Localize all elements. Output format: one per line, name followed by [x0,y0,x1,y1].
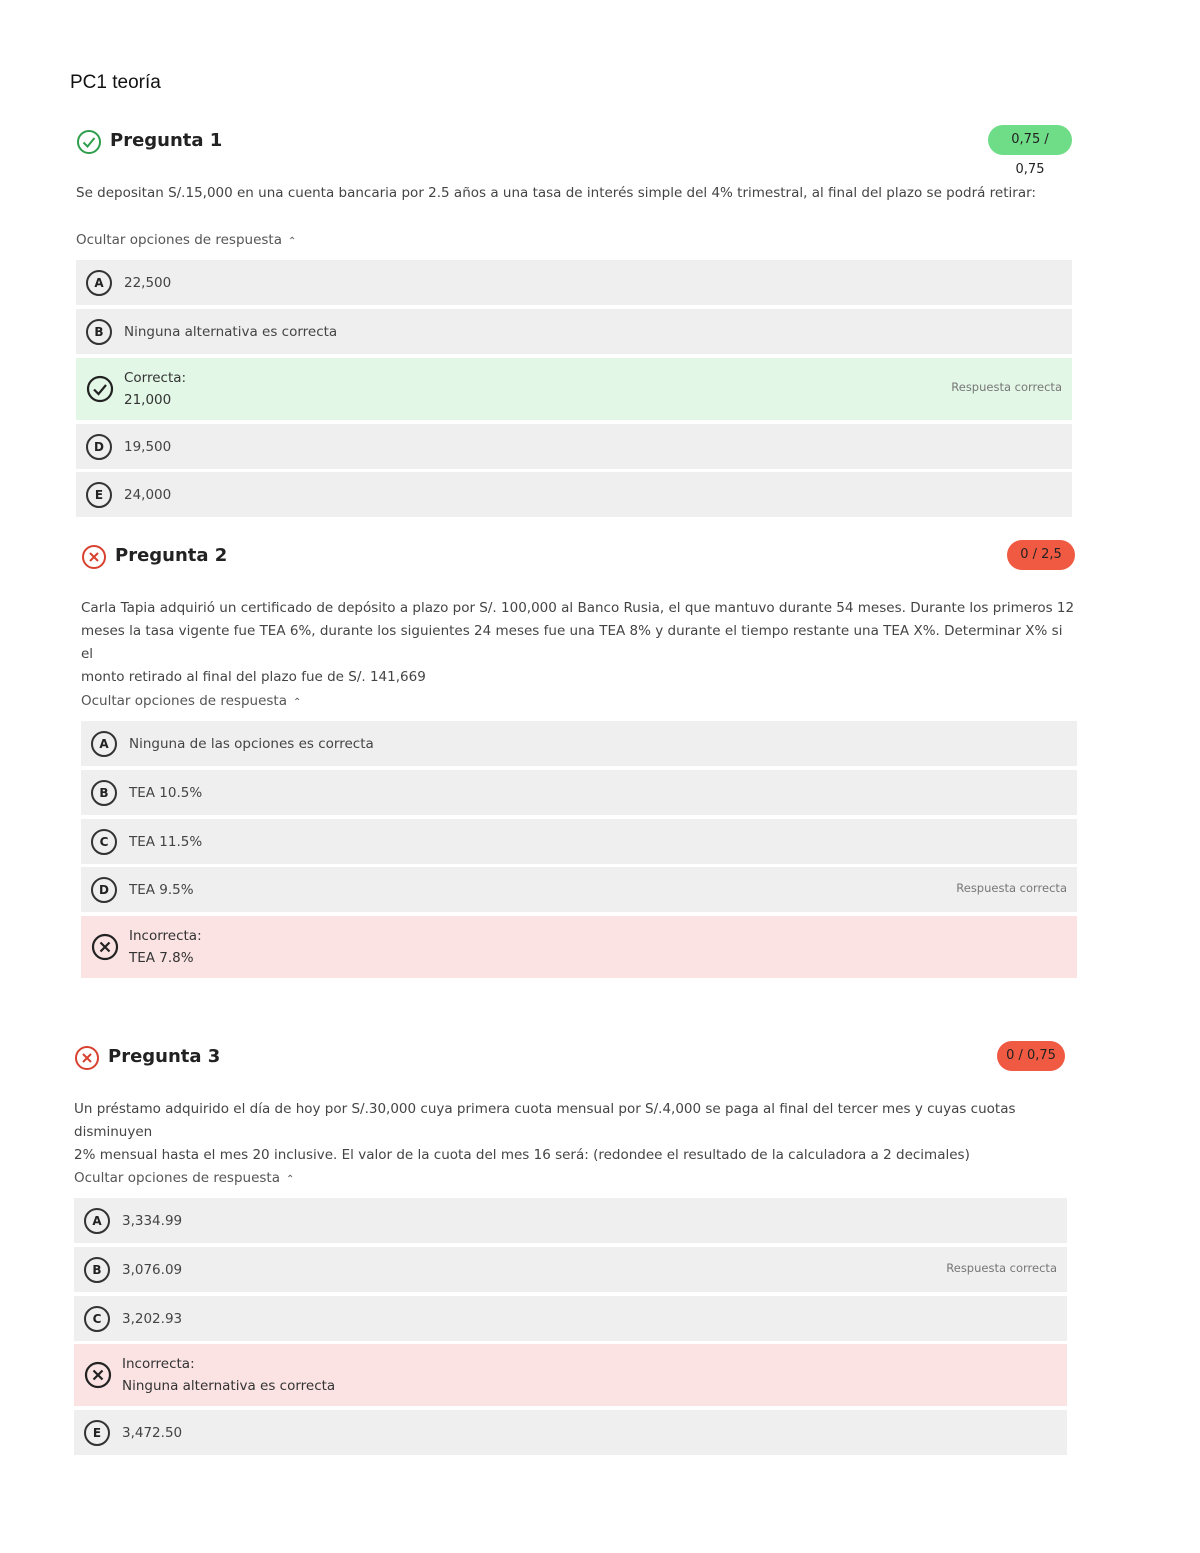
score-badge: 0,75 / 0,75 [988,125,1072,155]
chevron-up-icon: ⌃ [288,236,297,247]
question-1 [76,129,1072,519]
correct-answer-label: Respuesta correcta [951,380,1062,394]
question-text-line: Un préstamo adquirido el día de hoy por S/.30,000 cuya primera cuota mensual por S/.4,000 se paga al final del tercer mes y cuyas cuotas disminuyen [74,1101,1016,1140]
toggle-label: Ocultar opciones de respuesta [74,1170,281,1186]
option-letter-badge: A [84,1208,110,1234]
hide-options-toggle[interactable] [76,232,296,248]
option-letter-badge: A [86,270,112,296]
answer-option-e[interactable] [76,472,1072,517]
score-badge: 0 / 2,5 [1007,540,1075,570]
option-text: 3,334.99 [122,1212,183,1229]
hide-options-toggle[interactable] [74,1170,294,1186]
option-letter-badge: B [91,780,117,806]
option-text: 3,202.93 [122,1310,183,1327]
answer-option-b[interactable] [74,1247,1067,1292]
option-text: Ninguna alternativa es correcta [124,323,338,340]
answer-state-label: Incorrecta: [122,1356,195,1372]
answer-option-d[interactable] [76,424,1072,469]
question-2 [81,544,1077,980]
option-letter-badge: C [84,1306,110,1332]
hide-options-toggle[interactable] [81,693,301,709]
option-text: 19,500 [124,438,172,455]
option-text-block [129,925,202,969]
answer-option-c[interactable] [74,1296,1067,1341]
answer-option-c[interactable] [81,819,1077,864]
question-header [74,1045,1070,1075]
answer-option-e-incorrect[interactable] [81,916,1077,978]
option-text: Ninguna alternativa es correcta [122,1378,336,1394]
check-circle-icon [76,129,102,155]
x-circle-icon [91,933,119,961]
x-circle-icon [84,1361,112,1389]
option-letter-badge: E [84,1420,110,1446]
question-text-line: Carla Tapia adquirió un certificado de depósito a plazo por S/. 100,000 al Banco Rusia, el que mantuvo durante 54 meses. Durante los primeros 12 [81,600,1075,616]
toggle-label: Ocultar opciones de respuesta [81,693,288,709]
option-text: Ninguna de las opciones es correcta [129,735,374,752]
option-text: TEA 7.8% [129,950,194,966]
question-text-line: 2% mensual hasta el mes 20 inclusive. El valor de la cuota del mes 16 será: (redondee el resultado de la calculadora a 2 decimales) [74,1147,970,1163]
answer-option-b[interactable] [76,309,1072,354]
x-circle-icon [81,544,107,570]
answer-state-label: Incorrecta: [129,928,202,944]
option-letter-badge: B [84,1257,110,1283]
option-text: 24,000 [124,486,172,503]
option-text-block [122,1353,335,1397]
answer-option-a[interactable] [74,1198,1067,1243]
option-letter-badge: B [86,319,112,345]
question-title: Pregunta 1 [110,130,223,151]
question-title: Pregunta 3 [108,1046,221,1067]
option-text: 21,000 [124,392,172,408]
answer-option-a[interactable] [76,260,1072,305]
answer-state-label: Correcta: [124,370,187,386]
question-text [74,1098,1070,1167]
question-text: Se depositan S/.15,000 en una cuenta bancaria por 2.5 años a una tasa de interés simple del 4% trimestral, al final del plazo se podrá retirar: [76,185,1036,201]
question-text [81,597,1077,689]
answer-option-c-correct[interactable] [76,358,1072,420]
check-circle-icon [86,375,114,403]
question-text-line: meses la tasa vigente fue TEA 6%, durante los siguientes 24 meses fue una TEA 8% y durante el tiempo restante una TEA X%. Determinar X% si el [81,623,1063,662]
correct-answer-label: Respuesta correcta [956,880,1067,895]
answer-option-b[interactable] [81,770,1077,815]
option-text: TEA 9.5% [129,881,194,898]
correct-answer-label: Respuesta correcta [946,1260,1057,1275]
option-text: TEA 10.5% [129,784,203,801]
option-text-block [124,367,186,411]
chevron-up-icon: ⌃ [286,1174,295,1185]
question-text-line: monto retirado al final del plazo fue de S/. 141,669 [81,669,426,685]
x-circle-icon [74,1045,100,1071]
option-letter-badge: C [91,829,117,855]
option-text: 3,076.09 [122,1261,183,1278]
option-text: TEA 11.5% [129,833,203,850]
document-title: PC1 teoría [70,72,161,93]
question-header [76,129,1072,177]
question-header [81,544,1077,574]
answer-option-a[interactable] [81,721,1077,766]
option-letter-badge: E [86,482,112,508]
chevron-up-icon: ⌃ [293,697,302,708]
answer-option-e[interactable] [74,1410,1067,1455]
score-badge: 0 / 0,75 [997,1041,1065,1071]
toggle-label: Ocultar opciones de respuesta [76,232,283,248]
option-text: 3,472.50 [122,1424,183,1441]
option-letter-badge: A [91,731,117,757]
question-3 [74,1045,1070,1457]
option-letter-badge: D [86,434,112,460]
answer-option-d[interactable] [81,867,1077,912]
option-text: 22,500 [124,274,172,291]
option-letter-badge: D [91,877,117,903]
question-title: Pregunta 2 [115,545,228,566]
answer-option-d-incorrect[interactable] [74,1344,1067,1406]
